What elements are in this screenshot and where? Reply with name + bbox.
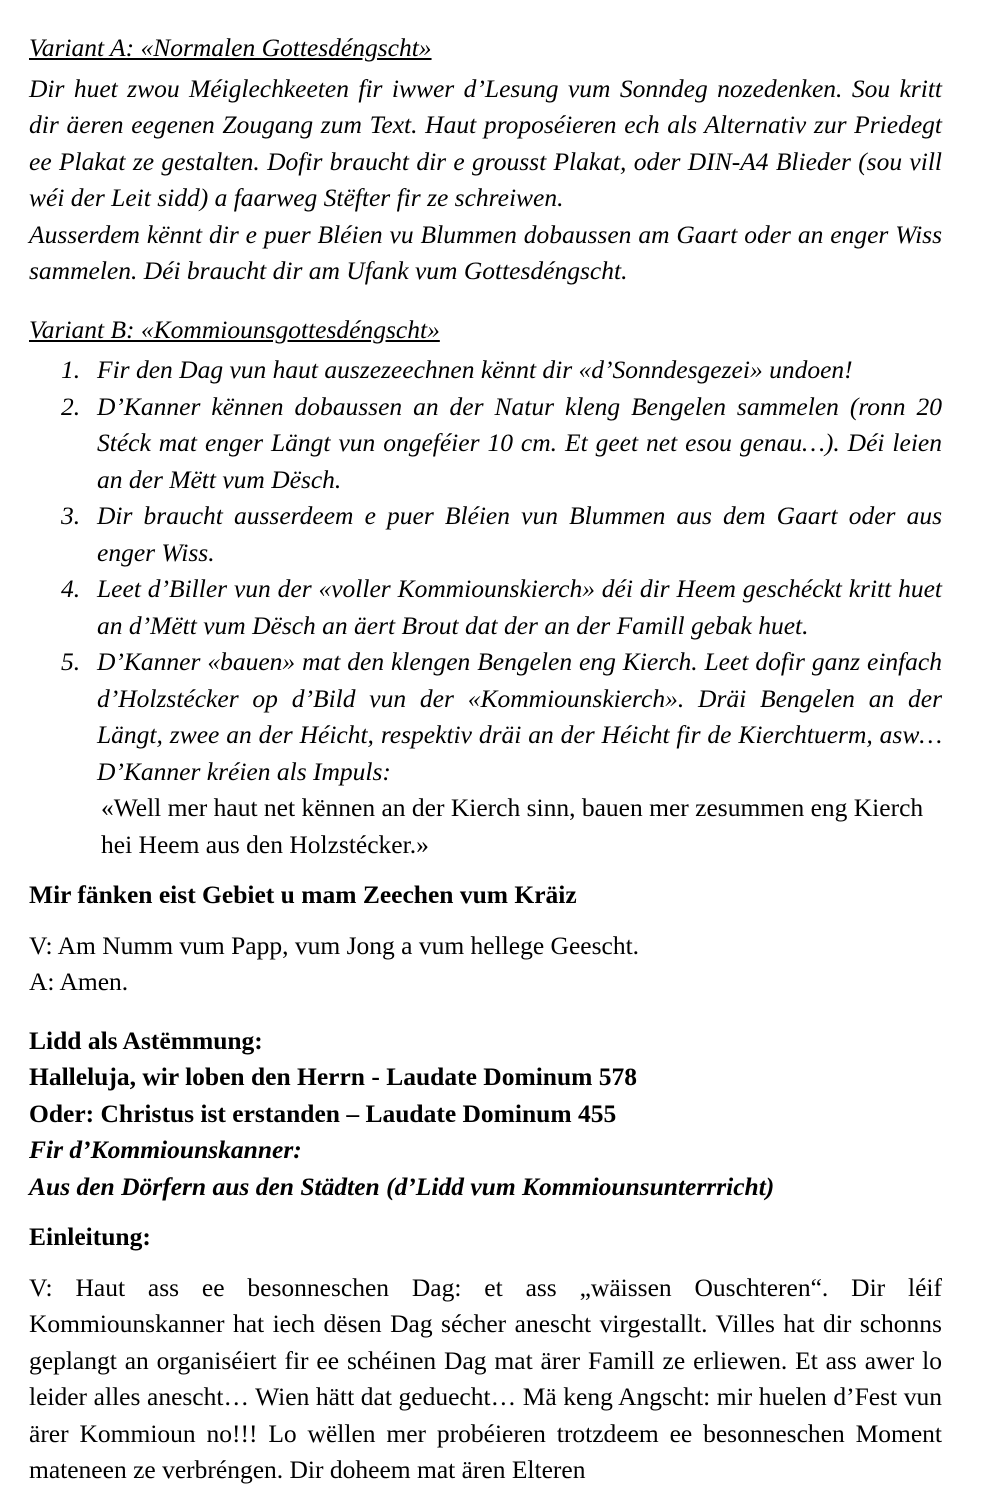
variant-b-heading-row	[29, 312, 942, 353]
list-item	[29, 644, 942, 863]
song-option-1: Halleluja, wir loben den Herrn - Laudate Dominum 578	[29, 1062, 638, 1091]
variant-a-heading-row	[29, 30, 942, 71]
list-item	[29, 352, 942, 389]
spacer-before-song	[29, 1001, 942, 1023]
list-item	[29, 498, 942, 571]
song-heading: Lidd als Astëmmung:	[29, 1025, 263, 1055]
song-children-title: Aus den Dörfern aus den Städten (d’Lidd vum Kommiounsunterrricht)	[29, 1171, 775, 1201]
intro-paragraph: V: Haut ass ee besonneschen Dag: et ass „wäissen Ouschteren“. Dir léif Kommiounskanner hat iech dësen Dag sécher anescht virgestallt. Villes hat dir schonns geplangt an organiséiert fir ee schéinen Dag mat ärer Famill ze erliewen. Et ass awer lo leider alles anescht… Wien hätt dat geduecht… Mä keng Angscht: mir huelen d’Fest vun ärer Kommioun no!!! Lo wëllen mer probéieren trotzdeem ee besonneschen Moment mateneen ze verbréngen. Dir doheem mat ären Elteren	[29, 1272, 942, 1484]
list-item-text: D’Kanner kënnen dobaussen an der Natur kleng Bengelen sammelen (ronn 20 Stéck mat enger Längt vun ongeféier 10 cm. Et geet net esou genau…). Déi leien an der Mëtt vum Dësch.	[97, 391, 942, 494]
spacer-after-list	[29, 863, 942, 877]
variant-a-paragraph-1: Dir huet zwou Méiglechkeeten fir iwwer d’Lesung vum Sonndeg nozedenken. Sou kritt dir äeren eegenen Zougang zum Text. Haut proposéieren ech als Alternativ zur Priedegt ee Plakat ze gestalten. Dofir braucht dir e grousst Plakat, oder DIN-A4 Blieder (sou vill wéi der Leit sidd) a faarweg Stëfter fir ze schreiwen.	[29, 73, 942, 212]
list-item-text: D’Kanner «bauen» mat den klengen Bengelen eng Kierch. Leet dofir ganz einfach d’Holzstécker op d’Bild vun der «Kommiounskierch». Dräi Bengelen an der Längt, zwee an der Héicht, respektiv dräi an der Héicht fir de Kierchtuerm, asw… D’Kanner kréien als Impuls:	[97, 647, 942, 786]
variant-b-heading: Variant B: «Kommiounsgottesdéngscht»	[29, 314, 440, 344]
spacer-before-intro	[29, 1205, 942, 1219]
song-children-label: Fir d’Kommiounskanner:	[29, 1135, 302, 1164]
variant-a-heading: Variant A: «Normalen Gottesdéngscht»	[29, 33, 432, 62]
list-item-text: Leet d’Biller vun der «voller Kommiounskierch» déi dir Heem geschéckt kritt huet an d’Mëtt vum Dësch an äert Brout dat der an der Famill gebak huet.	[97, 574, 942, 640]
intro-heading: Einleitung:	[29, 1222, 151, 1251]
list-item-text: Fir den Dag vun haut auszezeechnen kënnt dir «d’Sonndesgezei» undoen!	[97, 355, 853, 384]
impulse-quote: «Well mer haut net kënnen an der Kierch sinn, bauen mer zesummen eng Kierch hei Heem aus den Holzstécker.»	[101, 793, 924, 859]
spacer-after-opening-heading	[29, 914, 942, 928]
variant-b-list	[29, 352, 942, 863]
opening-line-versicle: V: Am Numm vum Papp, vum Jong a vum hellege Geescht.	[29, 930, 640, 960]
song-option-2: Oder: Christus ist erstanden – Laudate Dominum 455	[29, 1098, 617, 1128]
spacer-after-intro-heading	[29, 1256, 942, 1270]
variant-a-paragraph-2: Ausserdem kënnt dir e puer Bléien vu Blummen dobaussen am Gaart oder an enger Wiss sammelen. Déi braucht dir am Ufank vum Gottesdéngscht.	[29, 219, 942, 285]
list-item	[29, 571, 942, 644]
list-item-text: Dir braucht ausserdeem e puer Bléien vun Blummen aus dem Gaart oder aus enger Wiss.	[97, 501, 942, 567]
spacer-after-variant-a	[29, 290, 942, 312]
opening-line-response: A: Amen.	[29, 967, 129, 996]
list-item	[29, 389, 942, 499]
opening-heading: Mir fänken eist Gebiet u mam Zeechen vum Kräiz	[29, 880, 577, 909]
